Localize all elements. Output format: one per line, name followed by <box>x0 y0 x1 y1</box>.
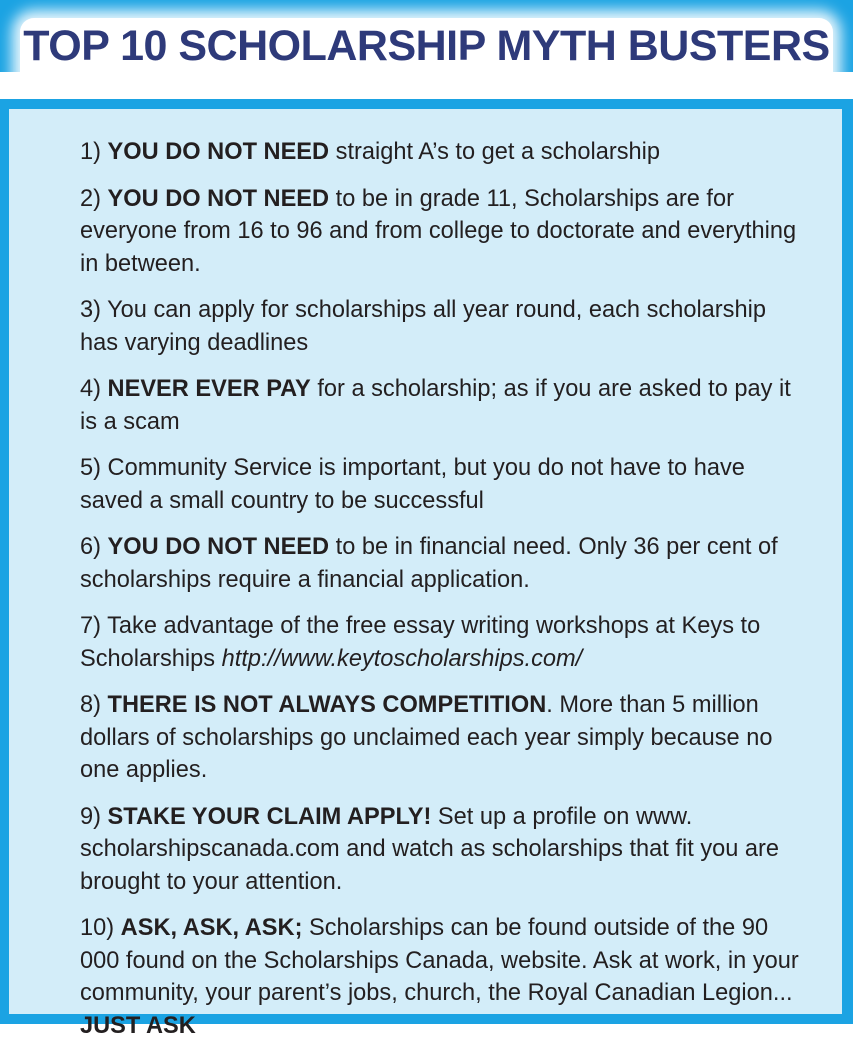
myth-text: for a scholarship; as if you are asked to pay it is a scam <box>80 376 791 435</box>
myth-item-8 <box>80 689 802 787</box>
myth-emphasis: NEVER EVER PAY <box>107 376 311 402</box>
myth-text: You can apply for scholarships all year round, each scholarship has varying deadlines <box>80 297 766 356</box>
myth-text: Community Service is important, but you do not have to have saved a small country to be successful <box>80 455 745 514</box>
myth-number: 1) <box>80 139 101 165</box>
myth-number: 2) <box>80 185 101 212</box>
myth-item-4 <box>80 373 802 438</box>
myth-text: straight A’s to get a scholarship <box>329 139 661 165</box>
myth-emphasis: YOU DO NOT NEED <box>107 185 330 212</box>
myth-text: to be in financial need. Only 36 per cent of scholarships require a financial application. <box>80 534 778 593</box>
myth-text: Set up a profile on www. scholarshipscanada.com and watch as scholarships that fit you are brought to your attention. <box>80 803 780 895</box>
myth-emphasis: THERE IS NOT ALWAYS COMPETITION <box>107 692 547 718</box>
myth-text: to be in grade 11, Scholarships are for everyone from 16 to 96 and from college to doctorate and everything in between. <box>80 185 797 277</box>
myth-emphasis: ASK, ASK, ASK; <box>120 915 303 941</box>
myth-number: 4) <box>80 376 101 402</box>
myth-item-9 <box>80 801 802 899</box>
myth-list <box>9 109 842 1039</box>
myth-number: 5) <box>80 455 101 481</box>
myth-item-1 <box>80 136 802 169</box>
myth-text: . More than 5 million dollars of scholarships go unclaimed each year simply because no one applies. <box>80 692 773 783</box>
myth-item-6 <box>80 531 802 596</box>
myth-emphasis: YOU DO NOT NEED <box>107 534 330 560</box>
myth-item-5 <box>80 452 802 517</box>
myth-number: 6) <box>80 534 101 560</box>
myth-emphasis: STAKE YOUR CLAIM APPLY! <box>107 803 432 830</box>
myth-number: 3) <box>80 297 101 323</box>
page-title: TOP 10 SCHOLARSHIP MYTH BUSTERS <box>23 22 830 70</box>
myth-item-2 <box>80 183 802 281</box>
myth-number: 7) <box>80 613 101 639</box>
myth-item-10 <box>80 912 802 1042</box>
myth-item-3 <box>80 294 802 359</box>
content-frame <box>0 99 853 1039</box>
myth-text: Take advantage of the free essay writing workshops at Keys to Scholarships <box>80 613 761 672</box>
myth-number: 8) <box>80 692 101 718</box>
myth-emphasis: YOU DO NOT NEED <box>107 139 330 165</box>
myth-number: 9) <box>80 803 101 830</box>
myth-text: Scholarships can be found outside of the 90 000 found on the Scholarships Canada, website. Ask at work, in your community, your parent’s jobs, church, the Royal Canadian Legion... <box>80 915 799 1006</box>
website-link[interactable]: http://www.keytoscholarships.com/ <box>221 645 583 672</box>
myth-item-7 <box>80 610 802 675</box>
myth-number: 10) <box>80 915 115 941</box>
myth-emphasis-end: JUST ASK <box>80 1012 196 1039</box>
